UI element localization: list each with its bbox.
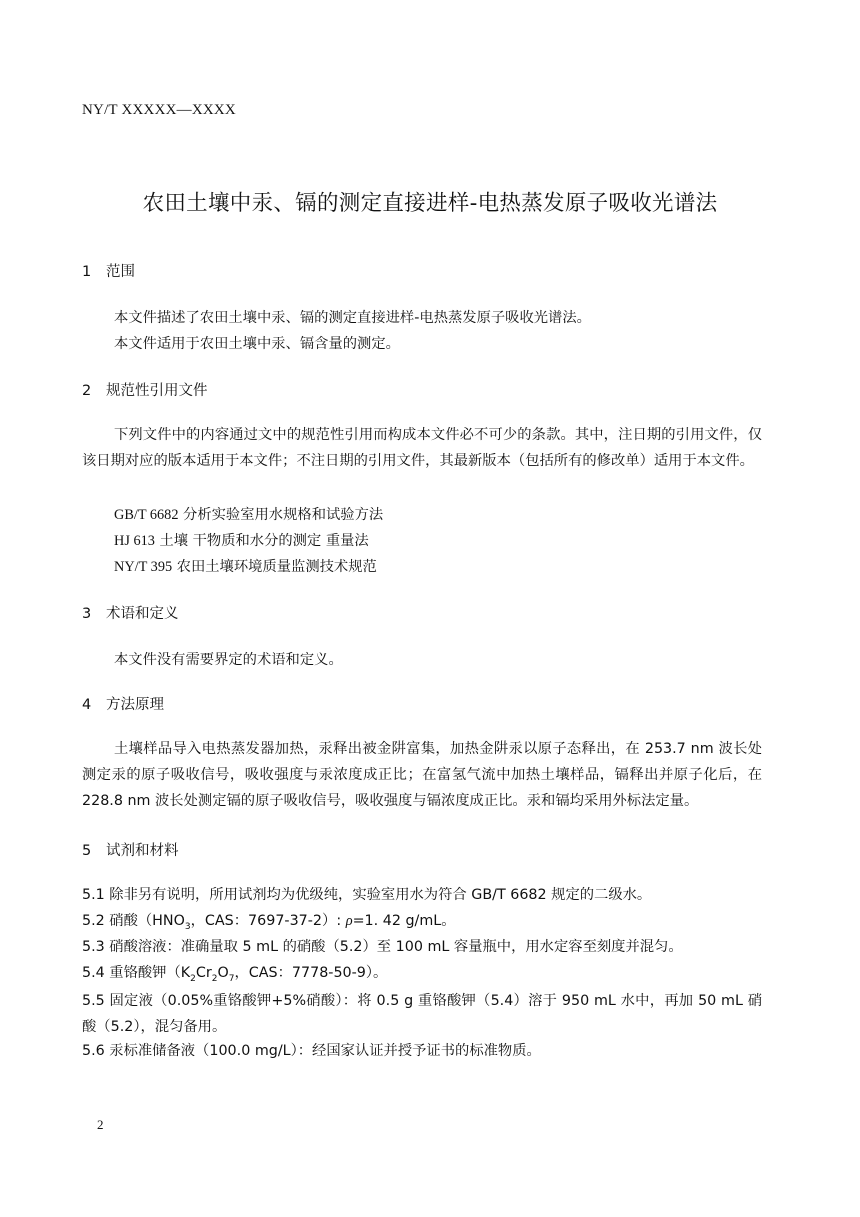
section-title: 术语和定义 xyxy=(106,606,179,622)
section-title: 规范性引用文件 xyxy=(106,383,208,399)
standard-code: NY/T XXXXX—XXXX xyxy=(82,102,236,118)
section-number: 1 xyxy=(82,264,92,280)
reference-title: 农田土壤环境质量监测技术规范 xyxy=(172,559,377,575)
reagent-item-5-4: 5.4 重铬酸钾（$K_2Cr_2O_7$，CAS：7778-50-9）。 xyxy=(82,965,388,984)
section-number: 5 xyxy=(82,843,92,859)
section-heading-5 xyxy=(82,839,179,860)
reagent-item-5-5: 5.5 固定液（0.05%重铬酸钾+5%硝酸）：将 0.5 g 重铬酸钾（5.4）溶于 950 mL 水中，再加 50 mL 硝酸（5.2），混匀备用。 xyxy=(82,993,762,1035)
section-heading-4 xyxy=(82,693,164,714)
section-heading-1 xyxy=(82,260,135,281)
reference-code: NY/T 395 xyxy=(114,559,173,575)
scope-paragraph-1: 本文件描述了农田土壤中汞、镉的测定直接进样-电热蒸发原子吸收光谱法。 xyxy=(114,310,591,326)
reference-item xyxy=(114,530,369,550)
reference-code: GB/T 6682 xyxy=(114,507,179,523)
section-number: 4 xyxy=(82,697,92,713)
scope-paragraph-2: 本文件适用于农田土壤中汞、镉含量的测定。 xyxy=(114,336,400,352)
reference-title: 土壤 干物质和水分的测定 重量法 xyxy=(154,533,369,549)
reagent-item-5-2: 5.2 硝酸（$HNO_3$，CAS：7697-37-2）: ρ=1. 42 g/mL。 xyxy=(82,913,456,932)
reference-item xyxy=(114,556,377,576)
section-heading-3 xyxy=(82,602,179,623)
reagent-item-5-1: 5.1 除非另有说明，所用试剂均为优级纯，实验室用水为符合 GB/T 6682 规定的二级水。 xyxy=(82,887,652,903)
document-title: 农田土壤中汞、镉的测定直接进样-电热蒸发原子吸收光谱法 xyxy=(142,191,718,216)
reference-code: HJ 613 xyxy=(114,533,155,549)
section-heading-2 xyxy=(82,379,208,400)
normative-references-intro: 下列文件中的内容通过文中的规范性引用而构成本文件必不可少的条款。其中，注日期的引用文件，仅该日期对应的版本适用于本文件；不注日期的引用文件，其最新版本（包括所有的修改单）适用于本文件。 xyxy=(82,427,762,469)
reagent-item-5-3: 5.3 硝酸溶液：准确量取 5 mL 的硝酸（5.2）至 100 mL 容量瓶中，用水定容至刻度并混匀。 xyxy=(82,939,683,955)
terms-paragraph: 本文件没有需要界定的术语和定义。 xyxy=(114,652,343,668)
principle-paragraph: 土壤样品导入电热蒸发器加热，汞释出被金阱富集，加热金阱汞以原子态释出，在 253.7 nm 波长处测定汞的原子吸收信号，吸收强度与汞浓度成正比；在富氢气流中加热土壤样品，镉释出并原子化后，在 228.8 nm 波长处测定镉的原子吸收信号，吸收强度与镉浓度成正比。汞和镉均采用外标法定量。 xyxy=(82,741,762,809)
reference-title: 分析实验室用水规格和试验方法 xyxy=(178,507,384,523)
section-number: 2 xyxy=(82,383,92,399)
section-number: 3 xyxy=(82,606,92,622)
page-number: 2 xyxy=(97,1117,104,1132)
section-title: 范围 xyxy=(106,264,135,280)
reagent-item-5-6: 5.6 汞标准储备液（100.0 mg/L）：经国家认证并授予证书的标准物质。 xyxy=(82,1043,541,1059)
section-title: 试剂和材料 xyxy=(106,843,179,859)
section-title: 方法原理 xyxy=(106,697,164,713)
reference-item xyxy=(114,504,383,524)
